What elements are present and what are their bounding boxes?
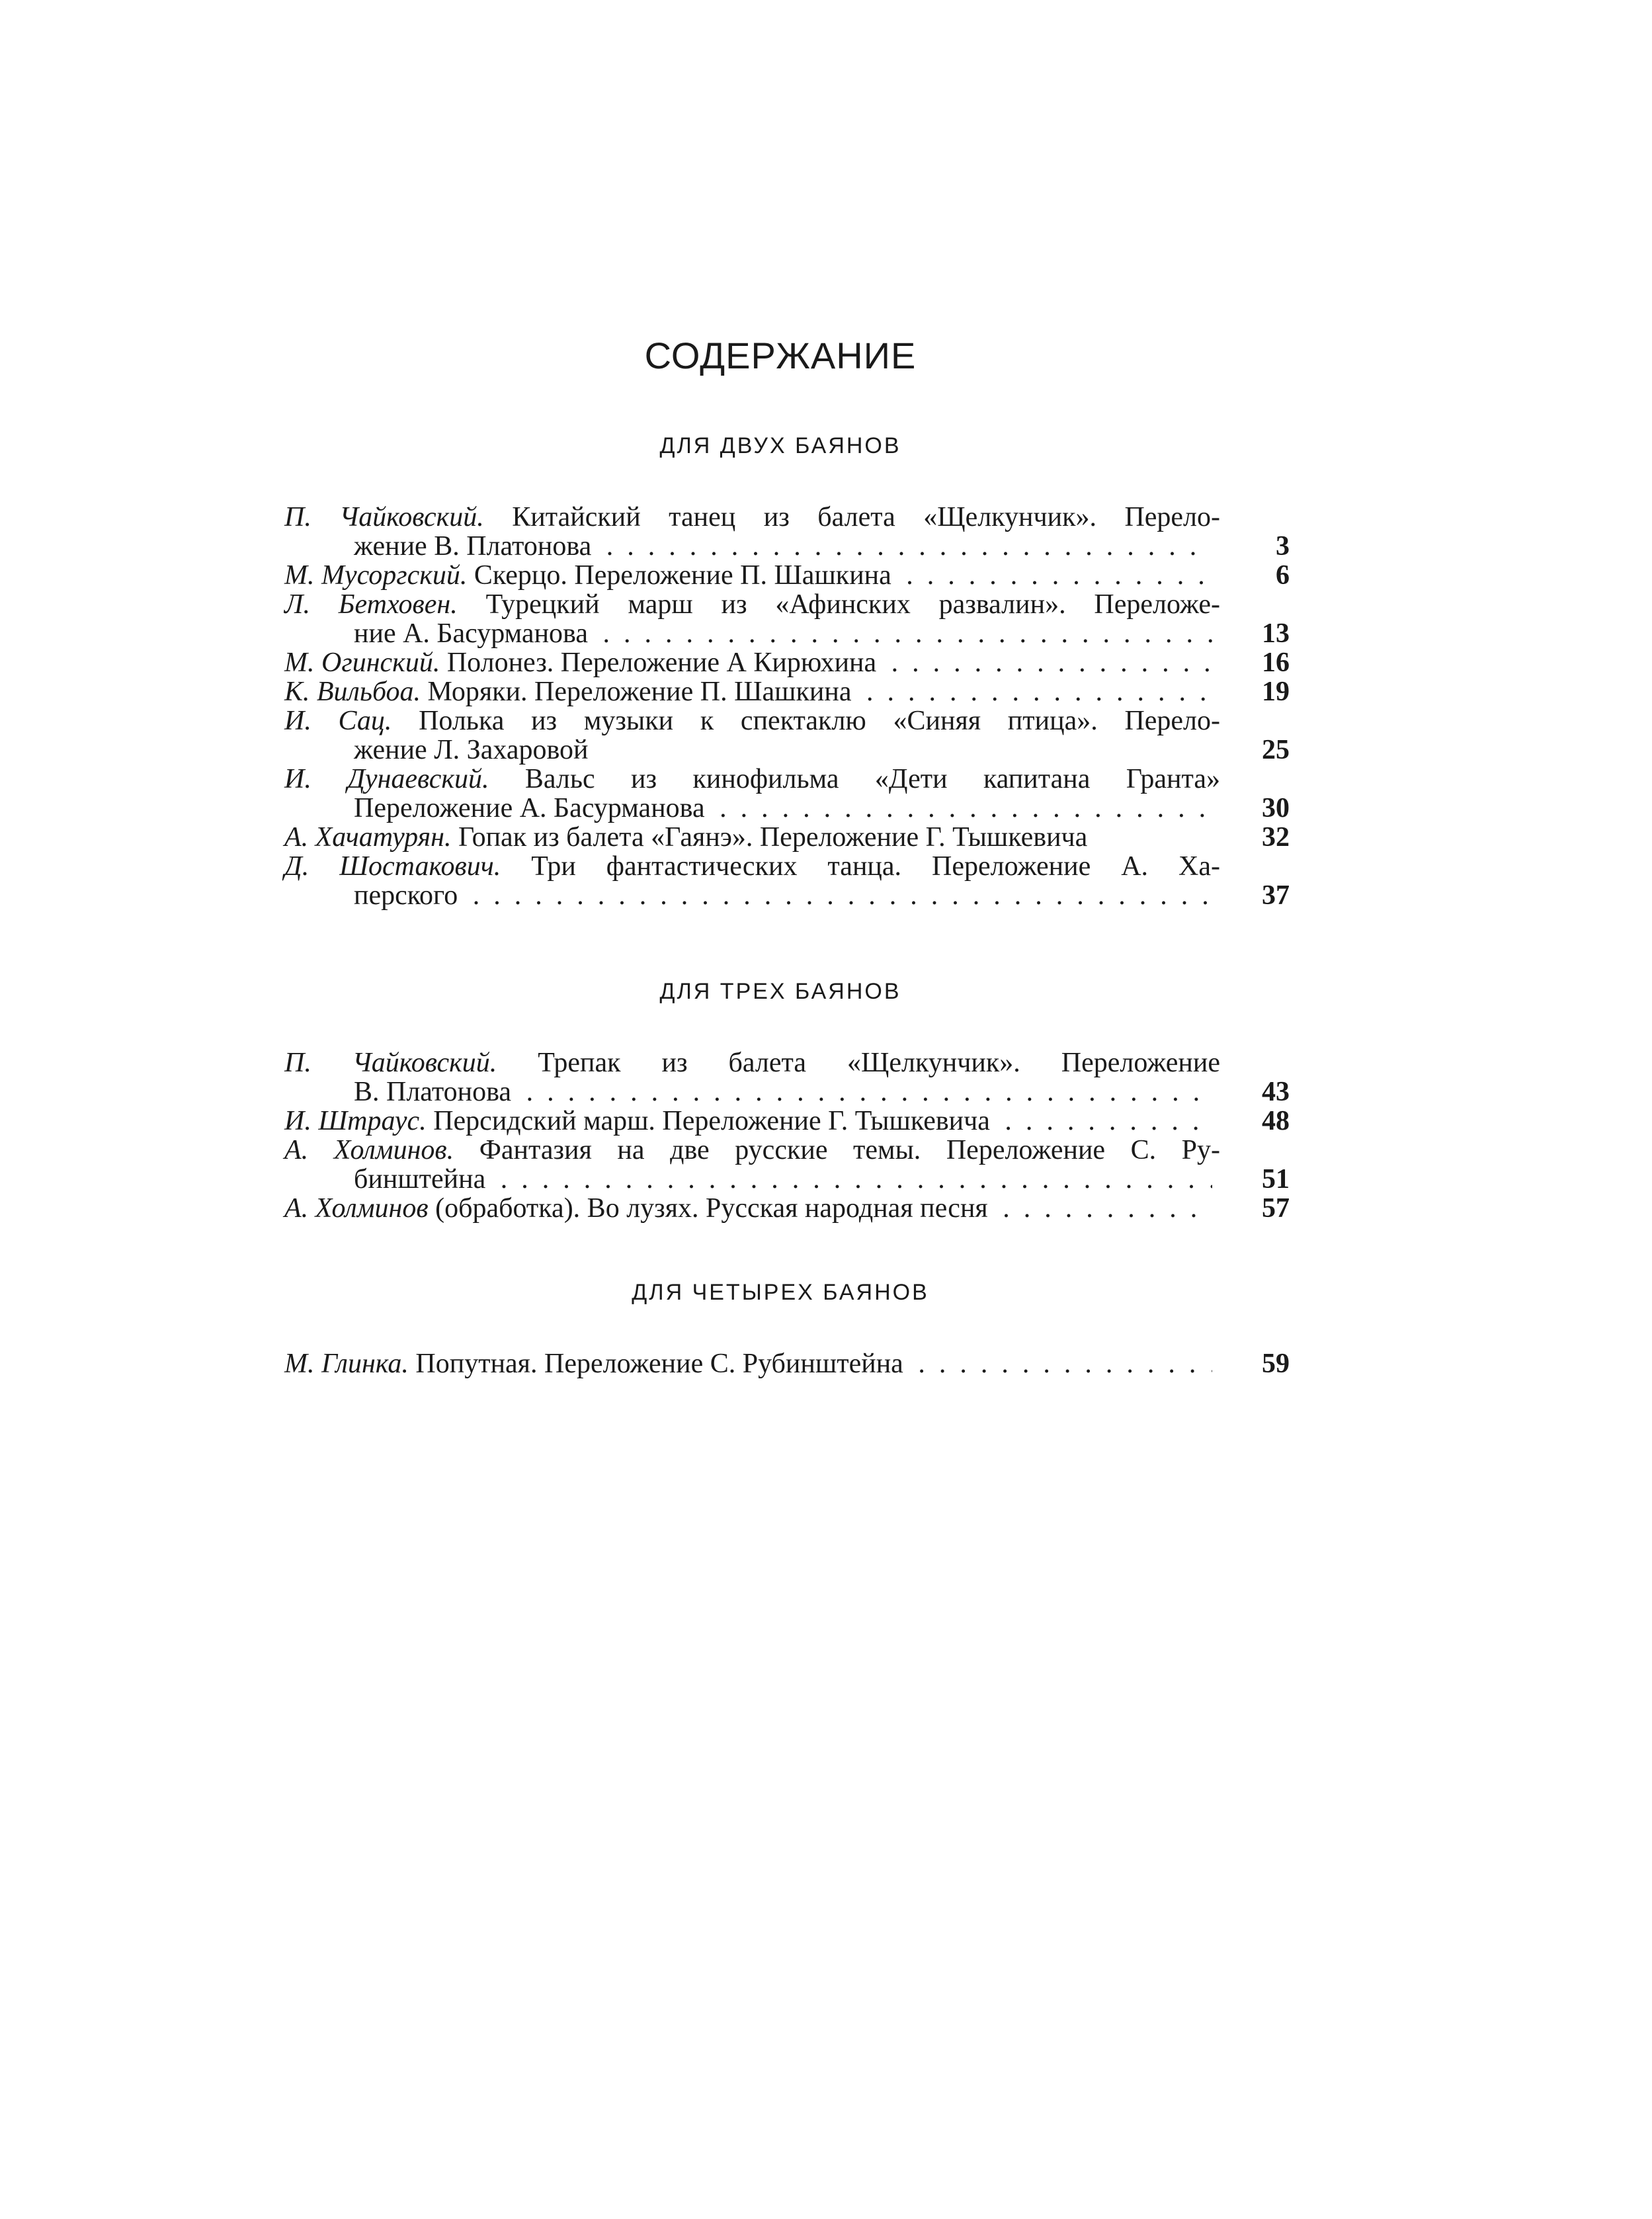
- toc-entry-leader: [713, 794, 1212, 823]
- toc-entry-page: 6: [1276, 560, 1290, 591]
- toc-entry-page: 13: [1262, 618, 1290, 649]
- toc-entry-leader: [899, 561, 1212, 590]
- toc-entry-title: Гопак из балета «Гаянэ». Переложение Г. Тышкевича: [458, 822, 1088, 853]
- toc-entry-page: 37: [1262, 880, 1290, 911]
- toc-entry-page: 3: [1276, 531, 1290, 562]
- section-heading-three-bayans: ДЛЯ ТРЕХ БАЯНОВ: [659, 979, 901, 1004]
- toc-section-four-bayans: [284, 1349, 1290, 1378]
- toc-entry: [284, 706, 1290, 765]
- toc-entry-leader: [519, 1077, 1212, 1107]
- toc-entry-title: Китайский танец из балета «Щелкунчик». Перело-: [512, 502, 1220, 532]
- toc-entry: [284, 1136, 1290, 1194]
- toc-section-three-bayans: [284, 1048, 1290, 1223]
- toc-entry-title-cont: жение Л. Захаровой: [354, 735, 589, 765]
- toc-entry-leader: [599, 532, 1212, 561]
- toc-entry: [284, 1349, 1290, 1378]
- toc-entry-author: А. Холминов.: [284, 1135, 454, 1165]
- toc-entry-leader: [466, 881, 1212, 910]
- toc-entry: [284, 677, 1290, 706]
- toc-entry-author: П. Чайковский.: [284, 502, 484, 532]
- toc-entry-title: Моряки. Переложение П. Шашкина: [427, 677, 852, 707]
- toc-entry-title: Фантазия на две русские темы. Переложение С. Ру-: [479, 1135, 1221, 1165]
- toc-entry-title: Попутная. Переложение С. Рубинштейна: [415, 1349, 903, 1379]
- toc-entry-page: 25: [1262, 735, 1290, 765]
- toc-entry-author: А. Холминов: [284, 1193, 429, 1224]
- toc-entry-page: 59: [1262, 1349, 1290, 1379]
- toc-entry-page: 48: [1262, 1106, 1290, 1136]
- toc-entry-leader: [596, 619, 1212, 648]
- toc-entry-title: Полька из музыки к спектаклю «Синяя птица». Перело-: [419, 706, 1221, 736]
- toc-entry-leader: [911, 1349, 1212, 1378]
- toc-entry: [284, 852, 1290, 910]
- section-heading-four-bayans: ДЛЯ ЧЕТЫРЕХ БАЯНОВ: [632, 1280, 929, 1305]
- toc-entry-page: 30: [1262, 793, 1290, 823]
- toc-entry-title: Вальс из кинофильма «Дети капитана Гранта»: [524, 764, 1221, 794]
- toc-entry-author: М. Огинский.: [284, 648, 440, 678]
- toc-entry-leader: [884, 648, 1212, 677]
- toc-entry-title-cont: Переложение А. Басурманова: [354, 793, 705, 823]
- toc-entry-author: И. Дунаевский.: [284, 764, 489, 794]
- toc-entry-title: Скерцо. Переложение П. Шашкина: [474, 560, 891, 591]
- toc-entry-title: Полонез. Переложение А Кирюхина: [446, 648, 877, 678]
- toc-entry: [284, 1048, 1290, 1107]
- page-title: СОДЕРЖАНИЕ: [644, 335, 917, 376]
- toc-entry: [284, 765, 1290, 823]
- toc-entry-leader: [859, 677, 1212, 706]
- toc-entry: [284, 1194, 1290, 1223]
- toc-entry-page: 51: [1262, 1164, 1290, 1194]
- toc-entry-title-cont: В. Платонова: [354, 1077, 512, 1107]
- toc-entry-title-cont: ние А. Басурманова: [354, 618, 588, 649]
- toc-entry: [284, 561, 1290, 590]
- toc-entry-page: 19: [1262, 677, 1290, 707]
- toc-entry-page: 57: [1262, 1193, 1290, 1224]
- toc-entry-title: Персидский марш. Переложение Г. Тышкевича: [433, 1106, 990, 1136]
- toc-entry-author: П. Чайковский.: [284, 1048, 497, 1078]
- toc-entry: [284, 648, 1290, 677]
- toc-entry-author: Л. Бетховен.: [284, 589, 458, 620]
- toc-entry-title: Турецкий марш из «Афинских развалин». Переложе-: [485, 589, 1220, 620]
- toc-entry-title-cont: жение В. Платонова: [354, 531, 592, 562]
- toc-entry-author: Д. Шостакович.: [284, 851, 501, 882]
- toc-entry-author: И. Штраус.: [284, 1106, 427, 1136]
- toc-entry-leader: [996, 1194, 1212, 1223]
- toc-section-two-bayans: [284, 503, 1290, 910]
- toc-entry: [284, 823, 1290, 852]
- toc-entry-page: 16: [1262, 648, 1290, 678]
- toc-entry-title: Три фантастических танца. Переложение А. Ха-: [531, 851, 1220, 882]
- toc-entry-title: Трепак из балета «Щелкунчик». Переложение: [538, 1048, 1221, 1078]
- toc-entry-title-cont: перского: [354, 880, 458, 911]
- toc-entry: [284, 503, 1290, 561]
- toc-entry-author: И. Сац.: [284, 706, 392, 736]
- section-heading-two-bayans: ДЛЯ ДВУХ БАЯНОВ: [659, 433, 901, 458]
- toc-entry-author: К. Вильбоа.: [284, 677, 421, 707]
- toc-entry-page: 32: [1262, 822, 1290, 853]
- toc-entry: [284, 590, 1290, 648]
- toc-entry-author: А. Хачатурян.: [284, 822, 452, 853]
- toc-entry-author: М. Мусоргский.: [284, 560, 468, 591]
- toc-entry-leader: [493, 1165, 1212, 1194]
- toc-entry-title: (обработка). Во лузях. Русская народная песня: [435, 1193, 988, 1224]
- toc-entry-author: М. Глинка.: [284, 1349, 409, 1379]
- toc-entry-leader: [998, 1107, 1212, 1136]
- toc-entry-title-cont: бинштейна: [354, 1164, 486, 1194]
- toc-entry: [284, 1107, 1290, 1136]
- toc-entry-page: 43: [1262, 1077, 1290, 1107]
